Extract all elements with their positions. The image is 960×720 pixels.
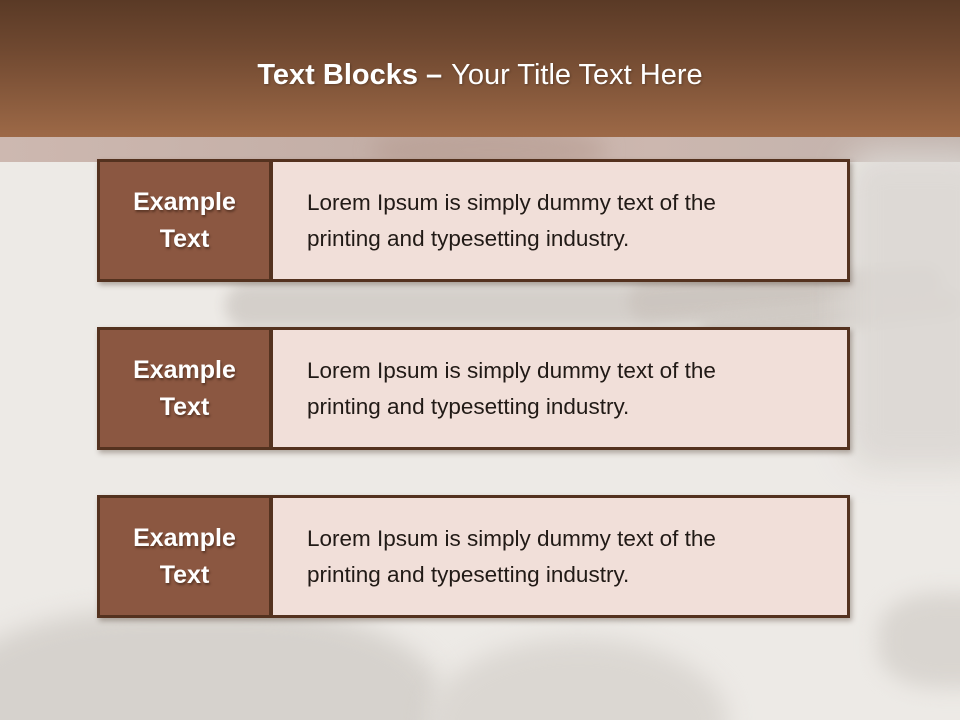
body-line: Lorem Ipsum is simply dummy text of the	[307, 357, 716, 383]
slide-header	[0, 0, 960, 137]
page-title-regular: Your Title Text Here	[451, 59, 703, 91]
text-block-1	[97, 159, 850, 282]
label-line: Example	[133, 187, 236, 216]
label-line: Text	[159, 224, 210, 253]
label-line: Example	[133, 523, 236, 552]
body-line: Lorem Ipsum is simply dummy text of the	[307, 189, 716, 215]
label-line: Text	[159, 560, 210, 589]
background-figure-foot	[878, 593, 960, 688]
background-figure-shoulder	[845, 150, 960, 470]
body-line: printing and typesetting industry.	[307, 561, 630, 587]
background-figure-knee	[428, 638, 728, 720]
text-block-2	[97, 327, 850, 450]
text-block-3-label	[100, 498, 273, 615]
text-block-3	[97, 495, 850, 618]
body-line: printing and typesetting industry.	[307, 393, 630, 419]
body-line: Lorem Ipsum is simply dummy text of the	[307, 525, 716, 551]
text-block-1-label	[100, 162, 273, 279]
body-line: printing and typesetting industry.	[307, 225, 630, 251]
label-line: Example	[133, 355, 236, 384]
text-block-3-body	[273, 498, 847, 615]
label-line: Text	[159, 392, 210, 421]
background-figure-legs	[0, 610, 440, 720]
text-block-1-body	[273, 162, 847, 279]
text-block-2-label	[100, 330, 273, 447]
text-block-2-body	[273, 330, 847, 447]
page-title	[257, 59, 702, 92]
page-title-bold: Text Blocks –	[257, 59, 443, 91]
